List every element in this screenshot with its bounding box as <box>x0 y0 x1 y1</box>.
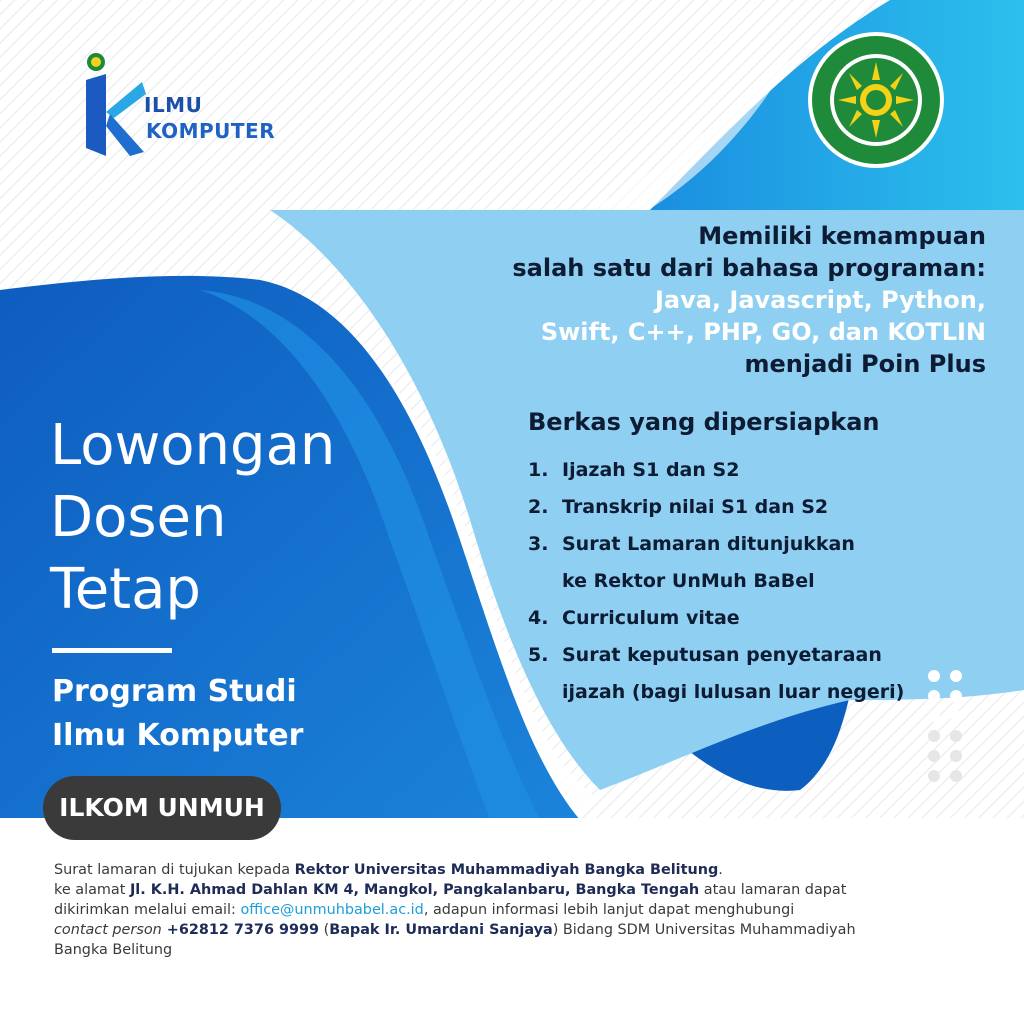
requirement-line2: salah satu dari bahasa programan: <box>512 254 986 282</box>
email-link[interactable]: office@unmuhbabel.ac.id <box>240 902 424 918</box>
headline <box>50 410 335 626</box>
program-name <box>52 670 303 758</box>
list-text: Surat Lamaran ditunjukkan <box>562 533 855 555</box>
ilkom-badge: ILKOM UNMUH <box>43 776 281 840</box>
footer-text: ke alamat <box>54 882 130 898</box>
universitas-muhammadiyah-seal-icon <box>806 30 946 170</box>
headline-line1: Lowongan <box>50 413 336 478</box>
footer-contact-label: contact person <box>54 922 162 938</box>
footer-recipient: Rektor Universitas Muhammadiyah Bangka Belitung <box>294 862 719 878</box>
footer-phone: +62812 7376 9999 <box>161 922 320 938</box>
program-line1: Program Studi <box>52 674 297 709</box>
list-number: 4. <box>528 607 549 629</box>
footer-text: atau lamaran dapat <box>699 882 847 898</box>
footer-info <box>54 860 984 960</box>
footer-line5: Bangka Belitung <box>54 942 173 958</box>
footer-contact-name: Bapak Ir. Umardani Sanjaya <box>329 922 553 938</box>
list-item <box>528 452 904 489</box>
list-text: Transkrip nilai S1 dan S2 <box>562 496 829 518</box>
footer-line1 <box>54 860 984 880</box>
list-text: Surat keputusan penyetaraan <box>562 644 882 666</box>
program-line2: Ilmu Komputer <box>52 718 304 753</box>
list-text: Curriculum vitae <box>562 607 740 629</box>
footer-text: Surat lamaran di tujukan kepada <box>54 862 295 878</box>
requirement-line3: menjadi Poin Plus <box>744 350 986 378</box>
footer-line4 <box>54 920 984 940</box>
list-item <box>528 637 904 711</box>
footer-line2 <box>54 880 984 900</box>
documents-list <box>528 452 904 711</box>
list-item <box>528 600 904 637</box>
list-number: 5. <box>528 644 549 666</box>
list-item <box>528 489 904 526</box>
ilmu-komputer-k-logo-icon <box>80 52 150 160</box>
languages-line1: Java, Javascript, Python, <box>654 286 986 314</box>
list-item <box>528 526 904 600</box>
headline-line2: Dosen <box>50 485 227 550</box>
requirement-text <box>426 220 986 380</box>
requirement-line1: Memiliki kemampuan <box>698 222 986 250</box>
footer-text: . <box>718 862 723 878</box>
headline-line3: Tetap <box>50 557 201 622</box>
documents-title: Berkas yang dipersiapkan <box>528 408 880 436</box>
dots-decoration-icon <box>926 668 966 798</box>
list-text-continued: ke Rektor UnMuh BaBel <box>562 570 815 592</box>
list-number: 3. <box>528 533 549 555</box>
footer-text: dikirimkan melalui email: <box>54 902 241 918</box>
list-number: 2. <box>528 496 549 518</box>
languages-line2: Swift, C++, PHP, GO, dan KOTLIN <box>540 318 986 346</box>
list-number: 1. <box>528 459 549 481</box>
list-text-continued: ijazah (bagi lulusan luar negeri) <box>562 681 905 703</box>
footer-text: ( <box>319 922 330 938</box>
footer-line3 <box>54 900 984 920</box>
divider <box>52 648 172 653</box>
list-text: Ijazah S1 dan S2 <box>562 459 740 481</box>
logo-line2: KOMPUTER <box>146 119 276 143</box>
footer-text: ) Bidang SDM Universitas Muhammadiyah <box>552 922 856 938</box>
footer-text: , adapun informasi lebih lanjut dapat menghubungi <box>423 902 795 918</box>
footer-address: Jl. K.H. Ahmad Dahlan KM 4, Mangkol, Pangkalanbaru, Bangka Tengah <box>129 882 700 898</box>
logo-wordmark <box>142 92 275 144</box>
logo-line1: ILMU <box>144 93 203 117</box>
